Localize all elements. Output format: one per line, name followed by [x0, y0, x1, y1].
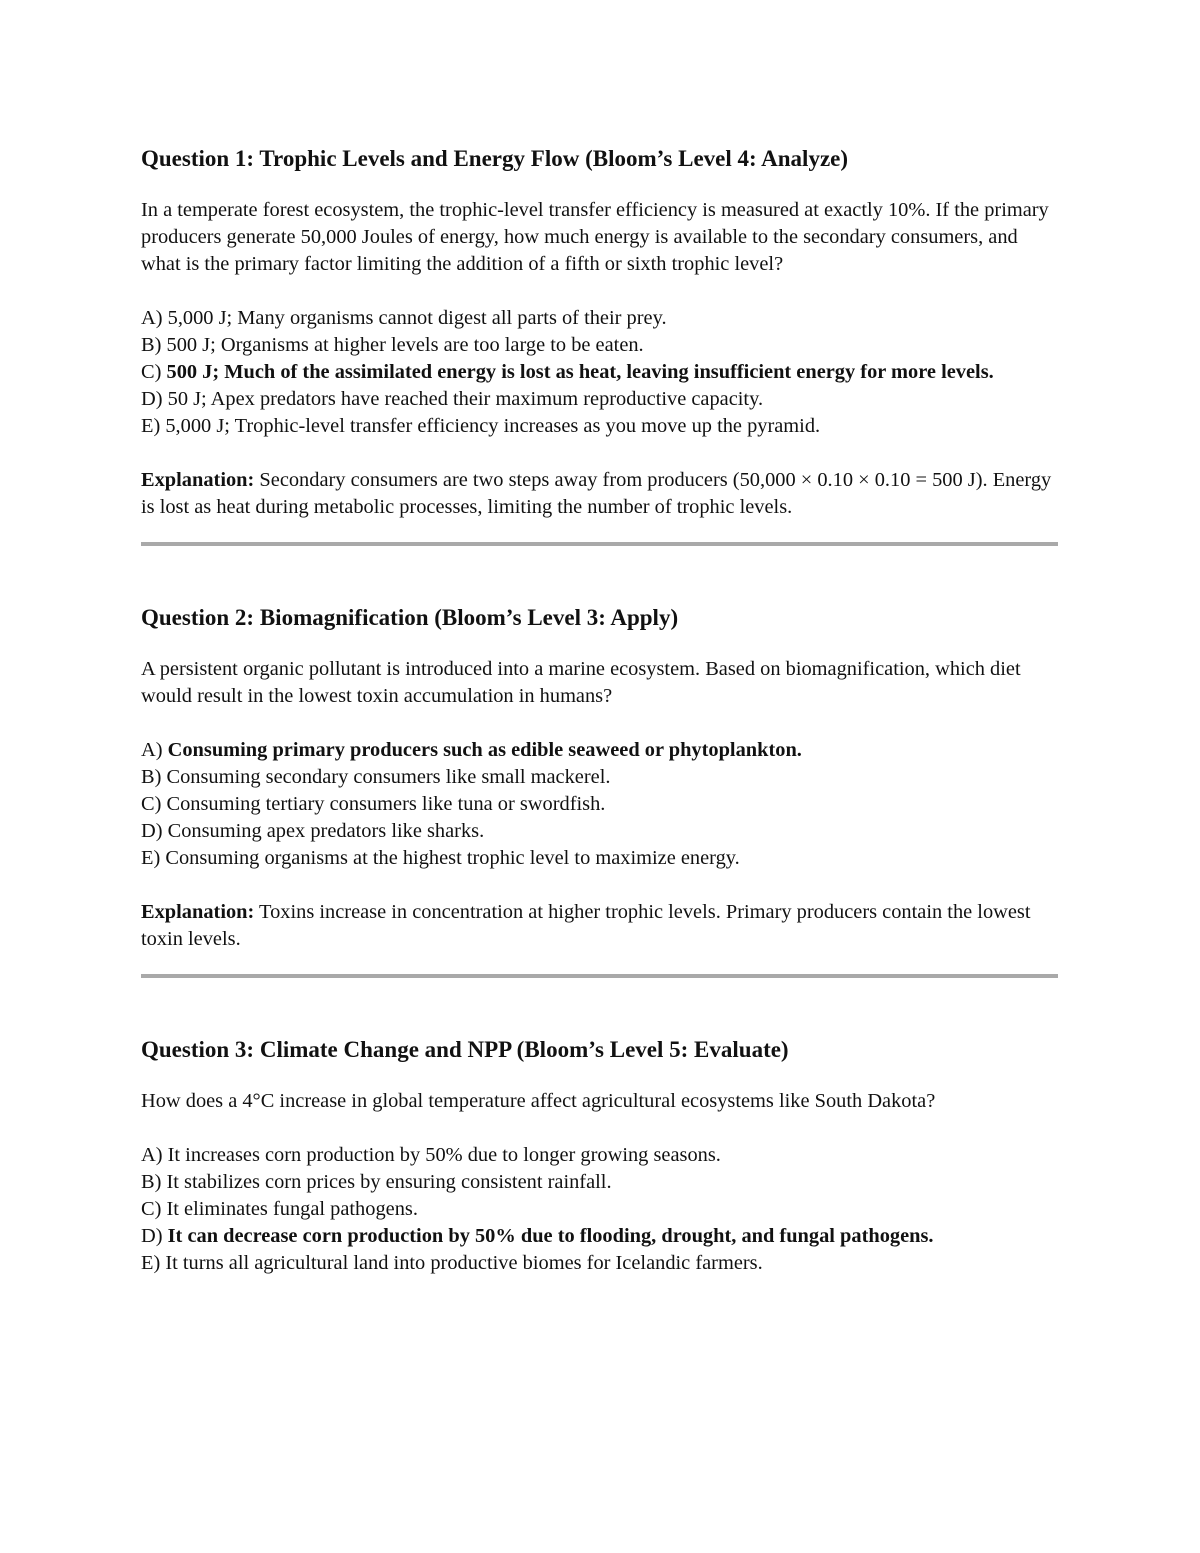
option-text: 500 J; Organisms at higher levels are too large to be eaten. [166, 334, 644, 356]
option-letter: A) [141, 739, 168, 761]
option-letter: C) [141, 793, 167, 815]
option-a-correct [141, 737, 1061, 764]
option-text: Consuming apex predators like sharks. [167, 820, 485, 842]
option-letter: B) [141, 766, 167, 788]
explanation-label: Explanation: [141, 901, 255, 923]
option-text: 50 J; Apex predators have reached their maximum reproductive capacity. [167, 388, 764, 410]
option-text: It stabilizes corn prices by ensuring consistent rainfall. [166, 1171, 612, 1193]
option-letter: A) [141, 1144, 168, 1166]
question-3-stem: How does a 4°C increase in global temperature affect agricultural ecosystems like South Dakota? [141, 1090, 936, 1112]
option-letter: A) [141, 307, 168, 329]
option-text: Consuming secondary consumers like small mackerel. [166, 766, 611, 788]
question-1-options [141, 305, 1061, 440]
option-e [141, 845, 1061, 872]
option-letter: E) [141, 1252, 166, 1274]
option-text: It turns all agricultural land into productive biomes for Icelandic farmers. [165, 1252, 763, 1274]
option-text: Consuming organisms at the highest trophic level to maximize energy. [165, 847, 740, 869]
option-text: 5,000 J; Many organisms cannot digest all parts of their prey. [167, 307, 667, 329]
option-e [141, 1250, 1061, 1277]
correct-answer-text: 500 J; Much of the assimilated energy is lost as heat, leaving insufficient energy for more levels. [166, 361, 994, 383]
question-2-options [141, 737, 1061, 872]
question-3 [141, 1034, 1061, 1277]
question-2-explanation [141, 899, 1061, 953]
option-text: It eliminates fungal pathogens. [166, 1198, 418, 1220]
option-text: It increases corn production by 50% due to longer growing seasons. [167, 1144, 721, 1166]
option-d [141, 818, 1061, 845]
question-2-title: Question 2: Biomagnification (Bloom’s Level 3: Apply) [141, 605, 679, 630]
option-c [141, 1196, 1061, 1223]
question-2 [141, 602, 1061, 978]
correct-answer-text: It can decrease corn production by 50% due to flooding, drought, and fungal pathogens. [167, 1225, 934, 1247]
explanation-text: Toxins increase in concentration at higher trophic levels. Primary producers contain the lowest toxin levels. [141, 901, 1031, 950]
option-b [141, 764, 1061, 791]
option-d-correct [141, 1223, 1061, 1250]
document-page [141, 143, 1061, 1277]
option-b [141, 1169, 1061, 1196]
question-1-explanation [141, 467, 1061, 521]
question-3-options [141, 1142, 1061, 1277]
explanation-label: Explanation: [141, 469, 255, 491]
option-c [141, 791, 1061, 818]
option-letter: E) [141, 415, 166, 437]
option-a [141, 305, 1061, 332]
option-text: 5,000 J; Trophic-level transfer efficiency increases as you move up the pyramid. [165, 415, 821, 437]
option-d [141, 386, 1061, 413]
option-text: Consuming tertiary consumers like tuna or swordfish. [166, 793, 606, 815]
option-c-correct [141, 359, 1061, 386]
option-letter: B) [141, 334, 167, 356]
option-letter: B) [141, 1171, 167, 1193]
question-1 [141, 143, 1061, 546]
option-letter: D) [141, 388, 168, 410]
explanation-text: Secondary consumers are two steps away from producers (50,000 × 0.10 × 0.10 = 500 J). Energy is lost as heat during metabolic processes, limiting the number of trophic levels. [141, 469, 1052, 518]
option-letter: E) [141, 847, 166, 869]
option-e [141, 413, 1061, 440]
option-letter: C) [141, 1198, 167, 1220]
question-1-stem: In a temperate forest ecosystem, the trophic-level transfer efficiency is measured at exactly 10%. If the primary producers generate 50,000 Joules of energy, how much energy is available to the secondary consumers, and what is the primary factor limiting the addition of a fifth or sixth trophic level? [141, 199, 1049, 275]
question-1-title: Question 1: Trophic Levels and Energy Flow (Bloom’s Level 4: Analyze) [141, 146, 849, 171]
section-divider [141, 542, 1058, 546]
option-a [141, 1142, 1061, 1169]
option-letter: D) [141, 1225, 168, 1247]
option-b [141, 332, 1061, 359]
correct-answer-text: Consuming primary producers such as edible seaweed or phytoplankton. [167, 739, 802, 761]
option-letter: C) [141, 361, 167, 383]
question-2-stem: A persistent organic pollutant is introduced into a marine ecosystem. Based on biomagnification, which diet would result in the lowest toxin accumulation in humans? [141, 658, 1021, 707]
question-3-title: Question 3: Climate Change and NPP (Bloom’s Level 5: Evaluate) [141, 1037, 789, 1062]
option-letter: D) [141, 820, 168, 842]
section-divider [141, 974, 1058, 978]
